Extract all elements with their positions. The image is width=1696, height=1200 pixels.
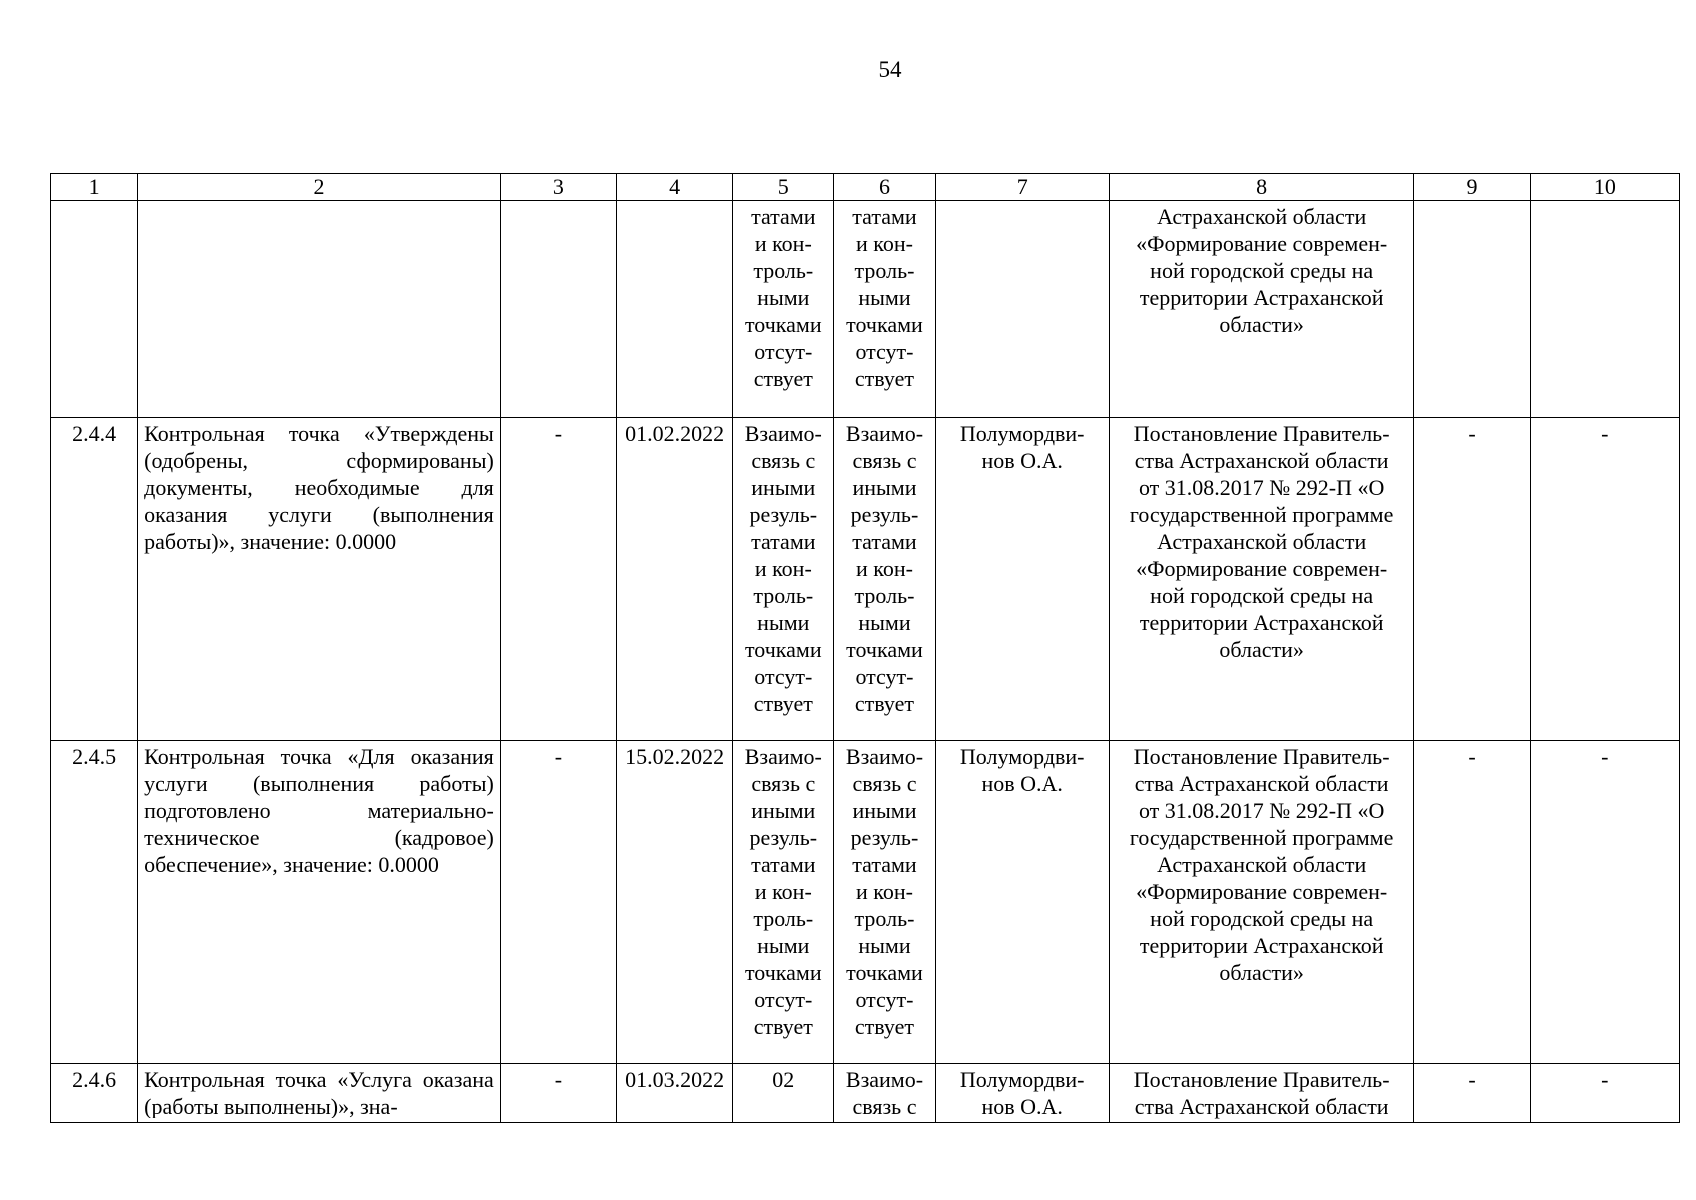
cell-line: и кон- (856, 231, 913, 256)
cell-line: резуль- (850, 502, 919, 527)
table-row (51, 201, 1680, 418)
cell-col6 (834, 418, 935, 741)
cell-line: ными (757, 285, 810, 310)
cell-col5 (733, 201, 834, 418)
cell-number: 2.4.4 (51, 418, 138, 741)
cell-document (1109, 741, 1414, 1064)
cell-line: ства Астраханской области (1134, 448, 1389, 473)
header-col-3: 3 (500, 174, 616, 201)
cell-line: иными (852, 475, 917, 500)
cell-line: области» (1219, 637, 1304, 662)
cell-document (1109, 201, 1414, 418)
cell-col5 (733, 418, 834, 741)
cell-date: 01.03.2022 (617, 1064, 733, 1123)
cell-line: иными (751, 475, 816, 500)
cell-line: связь с (852, 1094, 917, 1119)
cell-line: точками (744, 960, 822, 985)
table-row (51, 741, 1680, 1064)
header-col-7: 7 (935, 174, 1109, 201)
cell-col10: - (1530, 1064, 1679, 1123)
cell-line: отсут- (754, 987, 813, 1012)
cell-description: Контрольная точка «Для оказания услуги (выполнения работы) подготовлено материально-техническое (кадровое) обеспечение», значение: 0.0000 (138, 741, 501, 1064)
cell-line: ствует (854, 366, 915, 391)
cell-line: Постановление Правитель- (1133, 1067, 1390, 1092)
cell-line: татами (852, 204, 917, 229)
cell-line: отсут- (754, 664, 813, 689)
cell-line: точками (846, 312, 923, 337)
cell-line: Взаимо- (845, 744, 924, 769)
header-col-2: 2 (138, 174, 501, 201)
cell-line: ными (858, 610, 911, 635)
cell-line: ства Астраханской области (1134, 1094, 1389, 1119)
cell-line: отсут- (754, 339, 813, 364)
cell-line: иными (751, 798, 816, 823)
cell-line: отсут- (855, 664, 914, 689)
cell-document (1109, 418, 1414, 741)
cell-col5 (733, 1064, 834, 1123)
cell-line: Постановление Правитель- (1133, 421, 1390, 446)
cell-line: области» (1219, 960, 1304, 985)
cell-col3 (500, 201, 616, 418)
cell-line: связь с (852, 448, 917, 473)
cell-responsible (935, 418, 1109, 741)
cell-col3: - (500, 1064, 616, 1123)
cell-line: ной городской среды на (1150, 906, 1374, 931)
cell-line: связь с (751, 448, 816, 473)
cell-line: нов О.А. (981, 1094, 1063, 1119)
cell-col10: - (1530, 418, 1679, 741)
cell-col10: - (1530, 741, 1679, 1064)
cell-line: татами (852, 529, 917, 554)
cell-line: Астраханской области (1157, 204, 1367, 229)
cell-description (138, 1064, 501, 1123)
cell-line: связь с (751, 771, 816, 796)
cell-line: «Формирование современ- (1136, 879, 1388, 904)
cell-line: и кон- (754, 231, 812, 256)
table-row (51, 1064, 1680, 1123)
cell-line: ной городской среды на (1150, 258, 1374, 283)
cell-line: Полумордви- (959, 744, 1085, 769)
cell-line: татами (751, 852, 816, 877)
cell-col9: - (1414, 1064, 1530, 1123)
cell-line: татами (852, 852, 917, 877)
cell-line: ными (858, 933, 911, 958)
cell-line: и кон- (754, 556, 812, 581)
cell-line: Полумордви- (959, 1067, 1085, 1092)
cell-line: троль- (854, 583, 915, 608)
cell-col5 (733, 741, 834, 1064)
cell-line: территории Астраханской (1139, 933, 1384, 958)
cell-col6 (834, 741, 935, 1064)
cell-line: ными (858, 285, 911, 310)
cell-date (617, 201, 733, 418)
cell-col6 (834, 1064, 935, 1123)
header-col-9: 9 (1414, 174, 1530, 201)
cell-col9: - (1414, 418, 1530, 741)
cell-document (1109, 1064, 1414, 1123)
cell-responsible (935, 201, 1109, 418)
milestones-table (50, 173, 1680, 1123)
cell-col3: - (500, 418, 616, 741)
cell-line: территории Астраханской (1139, 610, 1384, 635)
cell-line: троль- (854, 906, 915, 931)
cell-line: от 31.08.2017 № 292-П «О (1138, 798, 1385, 823)
cell-line: «Формирование современ- (1136, 556, 1388, 581)
cell-line: «Формирование современ- (1136, 231, 1388, 256)
cell-col9: - (1414, 741, 1530, 1064)
cell-line: отсут- (855, 987, 914, 1012)
cell-line: и кон- (754, 879, 812, 904)
cell-line: ствует (753, 366, 813, 391)
cell-line: резуль- (749, 502, 818, 527)
cell-line: ствует (753, 691, 813, 716)
cell-line: нов О.А. (981, 771, 1063, 796)
cell-line: Астраханской области (1157, 529, 1367, 554)
cell-line: государственной программе (1129, 825, 1394, 850)
cell-line: Взаимо- (845, 1067, 924, 1092)
cell-number: 2.4.5 (51, 741, 138, 1064)
cell-line: троль- (753, 583, 814, 608)
cell-line: ства Астраханской области (1134, 771, 1389, 796)
cell-line: ствует (854, 691, 915, 716)
cell-line: троль- (753, 258, 814, 283)
cell-responsible (935, 1064, 1109, 1123)
cell-line: ными (757, 610, 810, 635)
cell-line: связь с (852, 771, 917, 796)
cell-line: точками (846, 960, 923, 985)
cell-line: Полумордви- (959, 421, 1085, 446)
cell-line: Взаимо- (744, 744, 822, 769)
header-col-8: 8 (1109, 174, 1414, 201)
cell-number: 2.4.6 (51, 1064, 138, 1123)
cell-line: иными (852, 798, 917, 823)
cell-line: троль- (854, 258, 915, 283)
header-row (51, 174, 1680, 201)
cell-line: и кон- (856, 556, 913, 581)
cell-line: от 31.08.2017 № 292-П «О (1138, 475, 1385, 500)
cell-line: Взаимо- (744, 421, 822, 446)
cell-line: точками (846, 637, 923, 662)
cell-line: территории Астраханской (1139, 285, 1384, 310)
cell-line: ной городской среды на (1150, 583, 1374, 608)
cell-line: Взаимо- (845, 421, 924, 446)
cell-line: точками (744, 637, 822, 662)
cell-number (51, 201, 138, 418)
cell-col3: - (500, 741, 616, 1064)
cell-line: ствует (854, 1014, 915, 1039)
cell-description: Контрольная точка «Утверждены (одобрены, сформированы) документы, необходимые для оказания услуги (выполнения работы)», значение: 0.0000 (138, 418, 501, 741)
cell-line: ными (757, 933, 810, 958)
cell-responsible (935, 741, 1109, 1064)
cell-line: троль- (753, 906, 814, 931)
cell-line: области» (1219, 312, 1304, 337)
cell-col9 (1414, 201, 1530, 418)
cell-line: резуль- (749, 825, 818, 850)
cell-line: резуль- (850, 825, 919, 850)
header-col-6: 6 (834, 174, 935, 201)
cell-line: государственной программе (1129, 502, 1394, 527)
cell-col6 (834, 201, 935, 418)
header-col-4: 4 (617, 174, 733, 201)
cell-line: и кон- (856, 879, 913, 904)
cell-col10 (1530, 201, 1679, 418)
cell-description-text: Контрольная точка «Услуга оказана (работы выполнены)», зна- (144, 1067, 494, 1118)
header-col-5: 5 (733, 174, 834, 201)
cell-line: нов О.А. (981, 448, 1063, 473)
page-number: 54 (878, 57, 902, 82)
cell-line: ствует (753, 1014, 813, 1039)
cell-line: точками (744, 312, 822, 337)
table-row (51, 418, 1680, 741)
cell-line: Астраханской области (1157, 852, 1367, 877)
cell-line: татами (751, 529, 816, 554)
header-col-1: 1 (51, 174, 138, 201)
cell-line: Постановление Правитель- (1133, 744, 1390, 769)
header-col-10: 10 (1530, 174, 1679, 201)
cell-date: 15.02.2022 (617, 741, 733, 1064)
cell-line: отсут- (855, 339, 914, 364)
cell-line: 02 (772, 1067, 795, 1092)
cell-description (138, 201, 501, 418)
cell-line: татами (751, 204, 816, 229)
cell-date: 01.02.2022 (617, 418, 733, 741)
